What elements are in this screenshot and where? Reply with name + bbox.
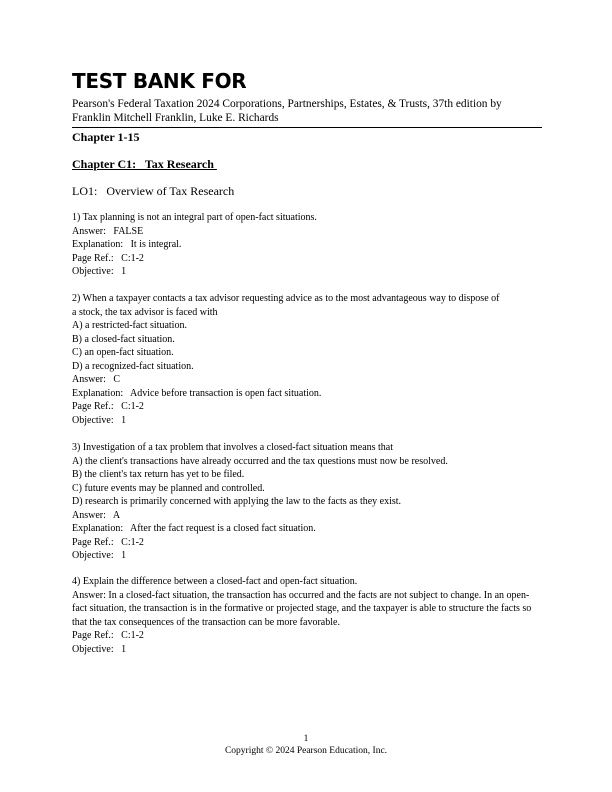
option-b: B) the client's tax return has yet to be filed.: [72, 469, 245, 480]
option-a: A) the client's transactions have already occurred and the tax questions must now be resolved.: [72, 455, 448, 467]
question-4: [72, 575, 544, 656]
test-bank-title: TEST BANK FOR: [72, 69, 247, 93]
book-subtitle: [72, 97, 544, 125]
question-stem: 4) Explain the difference between a closed-fact and open-fact situation.: [72, 576, 358, 587]
learning-objective-heading: LO1: Overview of Tax Research: [72, 184, 235, 198]
chapter-heading: Chapter C1: Tax Research: [72, 157, 217, 171]
page-ref: Page Ref.: C:1-2: [72, 252, 144, 264]
answer: Answer: C: [72, 374, 121, 385]
question-2: [72, 292, 544, 427]
option-a: A) a restricted-fact situation.: [72, 320, 187, 331]
page-number: 1: [303, 734, 309, 744]
chapter-range: Chapter 1-15: [72, 130, 140, 144]
option-c: C) an open-fact situation.: [72, 347, 174, 358]
answer: Answer: In a closed-fact situation, the transaction has occurred and the facts are not subject to change. In an open-fact situation, the transaction is in the formative or projected stage, and the taxpayer is able to structure the facts so that the tax consequences of the transaction can be more favorable.: [72, 589, 532, 628]
question-3: [72, 441, 544, 563]
option-c: C) future events may be planned and controlled.: [72, 482, 265, 494]
objective: Objective: 1: [72, 266, 127, 277]
copyright: Copyright © 2024 Pearson Education, Inc.: [224, 746, 388, 756]
explanation: Explanation: After the fact request is a closed fact situation.: [72, 523, 316, 534]
question-stem: a stock, the tax advisor is faced with: [72, 306, 218, 318]
question-stem: 3) Investigation of a tax problem that involves a closed-fact situation means that: [72, 442, 394, 453]
option-b: B) a closed-fact situation.: [72, 333, 175, 345]
page-ref: Page Ref.: C:1-2: [72, 536, 144, 548]
answer: Answer: FALSE: [72, 225, 144, 237]
header-divider: [72, 127, 542, 128]
subtitle-line: Pearson's Federal Taxation 2024 Corporations, Partnerships, Estates, & Trusts, 37th edition by: [72, 98, 502, 110]
question-stem: 1) Tax planning is not an integral part of open-fact situations.: [72, 212, 317, 223]
page-ref: Page Ref.: C:1-2: [72, 630, 144, 641]
option-d: D) a recognized-fact situation.: [72, 360, 194, 372]
explanation: Explanation: Advice before transaction is open fact situation.: [72, 387, 322, 399]
question-1: [72, 211, 544, 279]
explanation: Explanation: It is integral.: [72, 239, 182, 250]
subtitle-line: Franklin Mitchell Franklin, Luke E. Richards: [72, 112, 279, 124]
objective: Objective: 1: [72, 550, 127, 561]
question-stem: 2) When a taxpayer contacts a tax advisor requesting advice as to the most advantageous way to dispose of: [72, 293, 500, 304]
answer: Answer: A: [72, 509, 121, 521]
page-ref: Page Ref.: C:1-2: [72, 401, 144, 412]
objective: Objective: 1: [72, 414, 127, 426]
objective: Objective: 1: [72, 643, 127, 655]
option-d: D) research is primarily concerned with applying the law to the facts as they exist.: [72, 496, 402, 507]
